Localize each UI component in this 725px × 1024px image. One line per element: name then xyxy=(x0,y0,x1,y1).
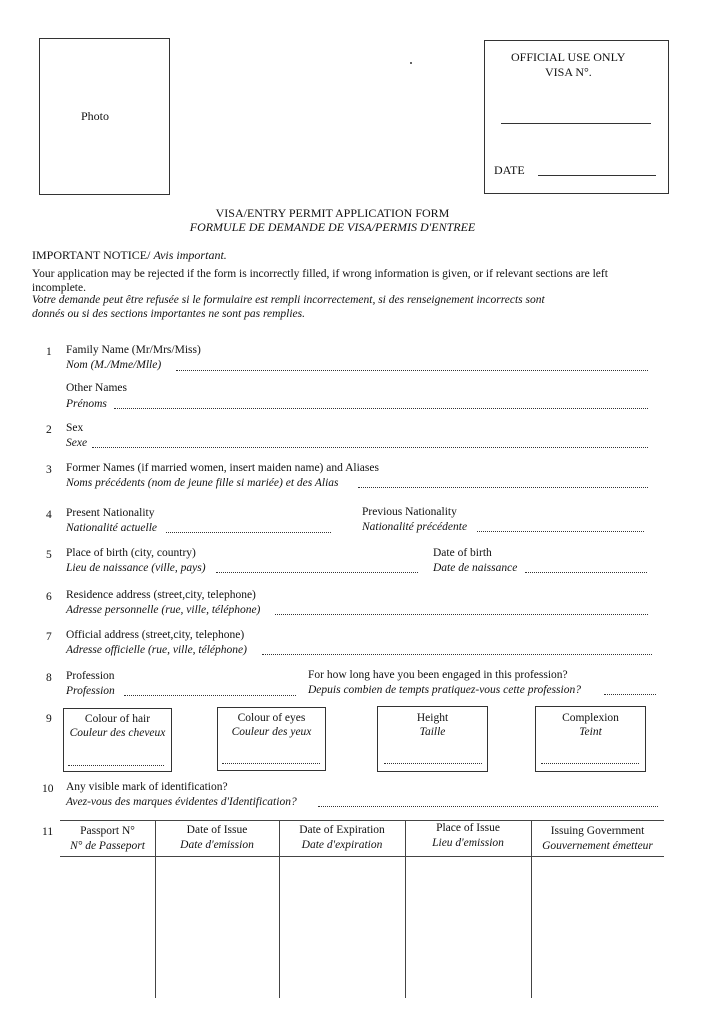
official-address-label-fr: Adresse officielle (rue, ville, téléphone) xyxy=(66,644,247,656)
identification-mark-field[interactable] xyxy=(318,806,658,807)
column-header-passport-number-fr: N° de Passeport xyxy=(70,840,145,852)
former-names-field[interactable] xyxy=(358,487,648,488)
hair-colour-label-fr: Couleur des cheveux xyxy=(69,727,166,739)
item-number-2: 2 xyxy=(46,424,52,436)
column-header-issuing-government-fr: Gouvernement émetteur xyxy=(542,840,653,852)
profession-duration-label: For how long have you been engaged in this profession? xyxy=(308,669,568,681)
official-use-box xyxy=(484,40,669,194)
item-number-6: 6 xyxy=(46,591,52,603)
eye-colour-field[interactable] xyxy=(222,763,320,764)
residence-address-field[interactable] xyxy=(275,614,648,615)
complexion-field[interactable] xyxy=(541,763,639,764)
height-label-fr: Taille xyxy=(419,726,446,738)
present-nationality-label: Present Nationality xyxy=(66,507,155,519)
family-name-label-fr: Nom (M./Mme/Mlle) xyxy=(66,359,162,371)
birth-place-label: Place of birth (city, country) xyxy=(66,547,196,559)
profession-label: Profession xyxy=(66,670,115,682)
notice-heading-en: IMPORTANT NOTICE/ xyxy=(32,248,151,262)
notice-heading xyxy=(32,248,227,263)
column-header-expiration-date-fr: Date d'expiration xyxy=(301,839,383,851)
column-header-issue-date: Date of Issue xyxy=(186,824,248,836)
notice-fr-line2: donnés ou si des sections importantes ne sont pas remplies. xyxy=(32,308,306,320)
identification-mark-label: Any visible mark of identification? xyxy=(66,781,228,793)
item-number-3: 3 xyxy=(46,464,52,476)
column-header-passport-number: Passport N° xyxy=(80,825,135,837)
present-nationality-field[interactable] xyxy=(166,532,331,533)
family-name-field[interactable] xyxy=(176,370,648,371)
item-number-8: 8 xyxy=(46,672,52,684)
notice-en-line2: incomplete. xyxy=(32,282,86,294)
item-number-7: 7 xyxy=(46,631,52,643)
item-number-5: 5 xyxy=(46,549,52,561)
form-title-fr: FORMULE DE DEMANDE DE VISA/PERMIS D'ENTREE xyxy=(189,220,476,234)
stray-dot xyxy=(410,62,412,64)
item-number-10: 10 xyxy=(42,783,54,795)
complexion-label-fr: Teint xyxy=(579,726,602,738)
birth-date-label: Date of birth xyxy=(433,547,492,559)
sex-field[interactable] xyxy=(92,447,648,448)
complexion-box[interactable] xyxy=(535,706,646,772)
birth-place-field[interactable] xyxy=(216,572,418,573)
height-field[interactable] xyxy=(384,763,482,764)
residence-address-label-fr: Adresse personnelle (rue, ville, téléphone) xyxy=(66,604,261,616)
eye-colour-box[interactable] xyxy=(217,707,326,771)
family-name-label: Family Name (Mr/Mrs/Miss) xyxy=(66,344,201,356)
profession-field[interactable] xyxy=(124,695,296,696)
notice-en-line1: Your application may be rejected if the form is incorrectly filled, if wrong information is given, or if relevant sections are left xyxy=(32,268,608,280)
date-label: DATE xyxy=(494,163,525,177)
birth-date-label-fr: Date de naissance xyxy=(433,562,518,574)
column-header-issue-date-fr: Date d'emission xyxy=(180,839,254,851)
photo-label: Photo xyxy=(81,109,110,123)
sex-label-fr: Sexe xyxy=(66,437,88,449)
hair-colour-field[interactable] xyxy=(68,765,164,766)
former-names-label-fr: Noms précédents (nom de jeune fille si mariée) et des Alias xyxy=(66,477,339,489)
table-header-line xyxy=(60,856,664,857)
item-number-9: 9 xyxy=(46,713,52,725)
form-title: VISA/ENTRY PERMIT APPLICATION FORM xyxy=(215,206,450,220)
official-use-label: OFFICIAL USE ONLY xyxy=(511,50,626,64)
present-nationality-label-fr: Nationalité actuelle xyxy=(66,522,158,534)
profession-label-fr: Profession xyxy=(66,685,115,697)
profession-duration-field[interactable] xyxy=(604,694,656,695)
notice-fr-line1: Votre demande peut être refusée si le formulaire est rempli incorrectement, si des renseignement incorrects sont xyxy=(32,294,545,306)
birth-date-field[interactable] xyxy=(525,572,647,573)
item-number-4: 4 xyxy=(46,509,52,521)
visa-number-label: VISA N°. xyxy=(545,65,592,79)
table-top-line xyxy=(60,820,664,821)
visa-number-field[interactable] xyxy=(501,123,651,124)
hair-colour-box[interactable] xyxy=(63,708,172,772)
item-number-1: 1 xyxy=(46,346,52,358)
residence-address-label: Residence address (street,city, telephone) xyxy=(66,589,256,601)
identification-mark-label-fr: Avez-vous des marques évidentes d'Identification? xyxy=(66,796,297,808)
photo-box xyxy=(39,38,170,195)
eye-colour-label: Colour of eyes xyxy=(237,712,306,724)
hair-colour-label: Colour of hair xyxy=(84,713,151,725)
height-box[interactable] xyxy=(377,706,488,772)
sex-label: Sex xyxy=(66,422,84,434)
height-label: Height xyxy=(416,712,449,724)
official-address-field[interactable] xyxy=(262,654,652,655)
previous-nationality-label-fr: Nationalité précédente xyxy=(362,521,468,533)
other-names-label-fr: Prénoms xyxy=(66,398,107,410)
other-names-label: Other Names xyxy=(66,382,127,394)
column-header-place-of-issue: Place of Issue xyxy=(436,822,500,834)
item-number-11: 11 xyxy=(42,826,54,838)
birth-place-label-fr: Lieu de naissance (ville, pays) xyxy=(66,562,206,574)
previous-nationality-field[interactable] xyxy=(477,531,644,532)
official-date-field[interactable] xyxy=(538,175,656,176)
eye-colour-label-fr: Couleur des yeux xyxy=(231,726,312,738)
column-header-place-of-issue-fr: Lieu d'emission xyxy=(432,837,504,849)
column-header-issuing-government: Issuing Government xyxy=(550,825,645,837)
official-address-label: Official address (street,city, telephone) xyxy=(66,629,245,641)
notice-heading-fr: Avis important. xyxy=(153,248,227,262)
former-names-label: Former Names (if married women, insert maiden name) and Aliases xyxy=(66,462,379,474)
column-header-expiration-date: Date of Expiration xyxy=(299,824,385,836)
complexion-label: Complexion xyxy=(562,712,619,724)
previous-nationality-label: Previous Nationality xyxy=(362,506,457,518)
profession-duration-label-fr: Depuis combien de tempts pratiquez-vous cette profession? xyxy=(308,684,581,696)
other-names-field[interactable] xyxy=(114,408,648,409)
